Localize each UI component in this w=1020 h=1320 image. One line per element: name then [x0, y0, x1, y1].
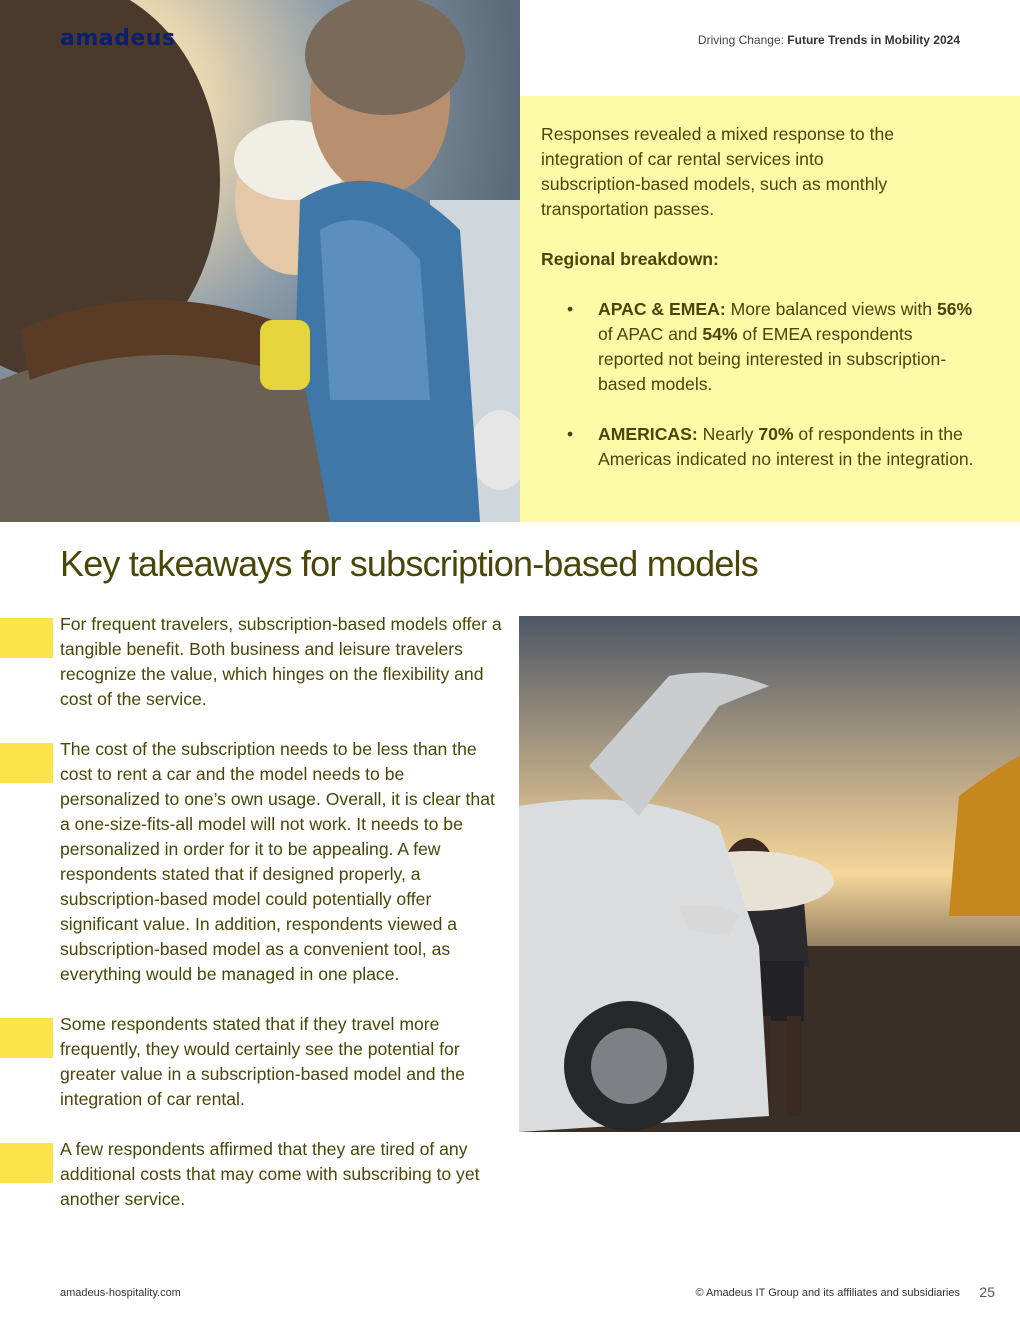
bullet-text: Nearly: [697, 424, 759, 444]
takeaway-marker: [0, 618, 53, 658]
bullet-dot: •: [567, 424, 574, 444]
takeaway-marker: [0, 1143, 53, 1183]
bullet-text: More balanced views with: [725, 299, 937, 319]
document-title: [698, 33, 960, 47]
section-title: Key takeaways for subscription-based models: [60, 543, 758, 584]
bullet-stat: 54%: [702, 324, 738, 344]
takeaway-text: The cost of the subscription needs to be less than the cost to rent a car and the model needs to be personalized to one’s own usage. Overall, it is clear that a one-size-fits-all model will not work. It needs to be personalized in order for it to be appealing. A few respondents stated that if designed properly, a subscription-based model could potentially offer significant value. In addition, respondents viewed a subscription-based model as a convenient tool, as everything would be managed in one place.: [60, 739, 495, 984]
takeaway-marker: [0, 743, 53, 783]
bullet-stat: 70%: [758, 424, 794, 444]
bullet-americas: [541, 422, 980, 472]
photo-women-embracing: [0, 0, 520, 522]
summary-callout: [520, 96, 1020, 522]
bullet-dot: •: [567, 299, 574, 319]
amadeus-logo: amadeus: [60, 26, 176, 51]
bullet-text: of EMEA respondents reported not being interested in subscription-based models.: [598, 324, 947, 394]
takeaway-text: For frequent travelers, subscription-based models offer a tangible benefit. Both business and leisure travelers recognize the value, which hinges on the flexibility and cost of the service.: [60, 614, 502, 709]
takeaway-marker: [0, 1018, 53, 1058]
photo-surfer-car: [519, 616, 1020, 1132]
regional-breakdown-heading: Regional breakdown:: [541, 249, 719, 269]
takeaway-text: A few respondents affirmed that they are tired of any additional costs that may come with subscribing to yet another service.: [60, 1139, 480, 1209]
document-title-bold: Future Trends in Mobility 2024: [787, 33, 960, 47]
document-title-prefix: Driving Change:: [697, 33, 784, 47]
page-number: 25: [979, 1284, 995, 1300]
bullet-label: APAC & EMEA:: [598, 299, 726, 319]
bullet-stat: 56%: [936, 299, 973, 319]
footer-website: amadeus-hospitality.com: [60, 1287, 181, 1299]
bullet-text: of respondents in the Americas indicated no interest in the integration.: [598, 424, 974, 469]
bullet-label: AMERICAS:: [598, 424, 698, 444]
bullet-apac-emea: [541, 297, 980, 397]
regional-bullet-list: [541, 297, 980, 472]
footer-copyright: © Amadeus IT Group and its affiliates and subsidiaries: [695, 1287, 960, 1299]
summary-intro: Responses revealed a mixed response to the integration of car rental services into subscription-based models, such as monthly transportation passes.: [541, 124, 895, 219]
bullet-text: of APAC and: [598, 324, 703, 344]
takeaway-text: Some respondents stated that if they travel more frequently, they would certainly see the potential for greater value in a subscription-based model and the integration of car rental.: [60, 1014, 465, 1109]
